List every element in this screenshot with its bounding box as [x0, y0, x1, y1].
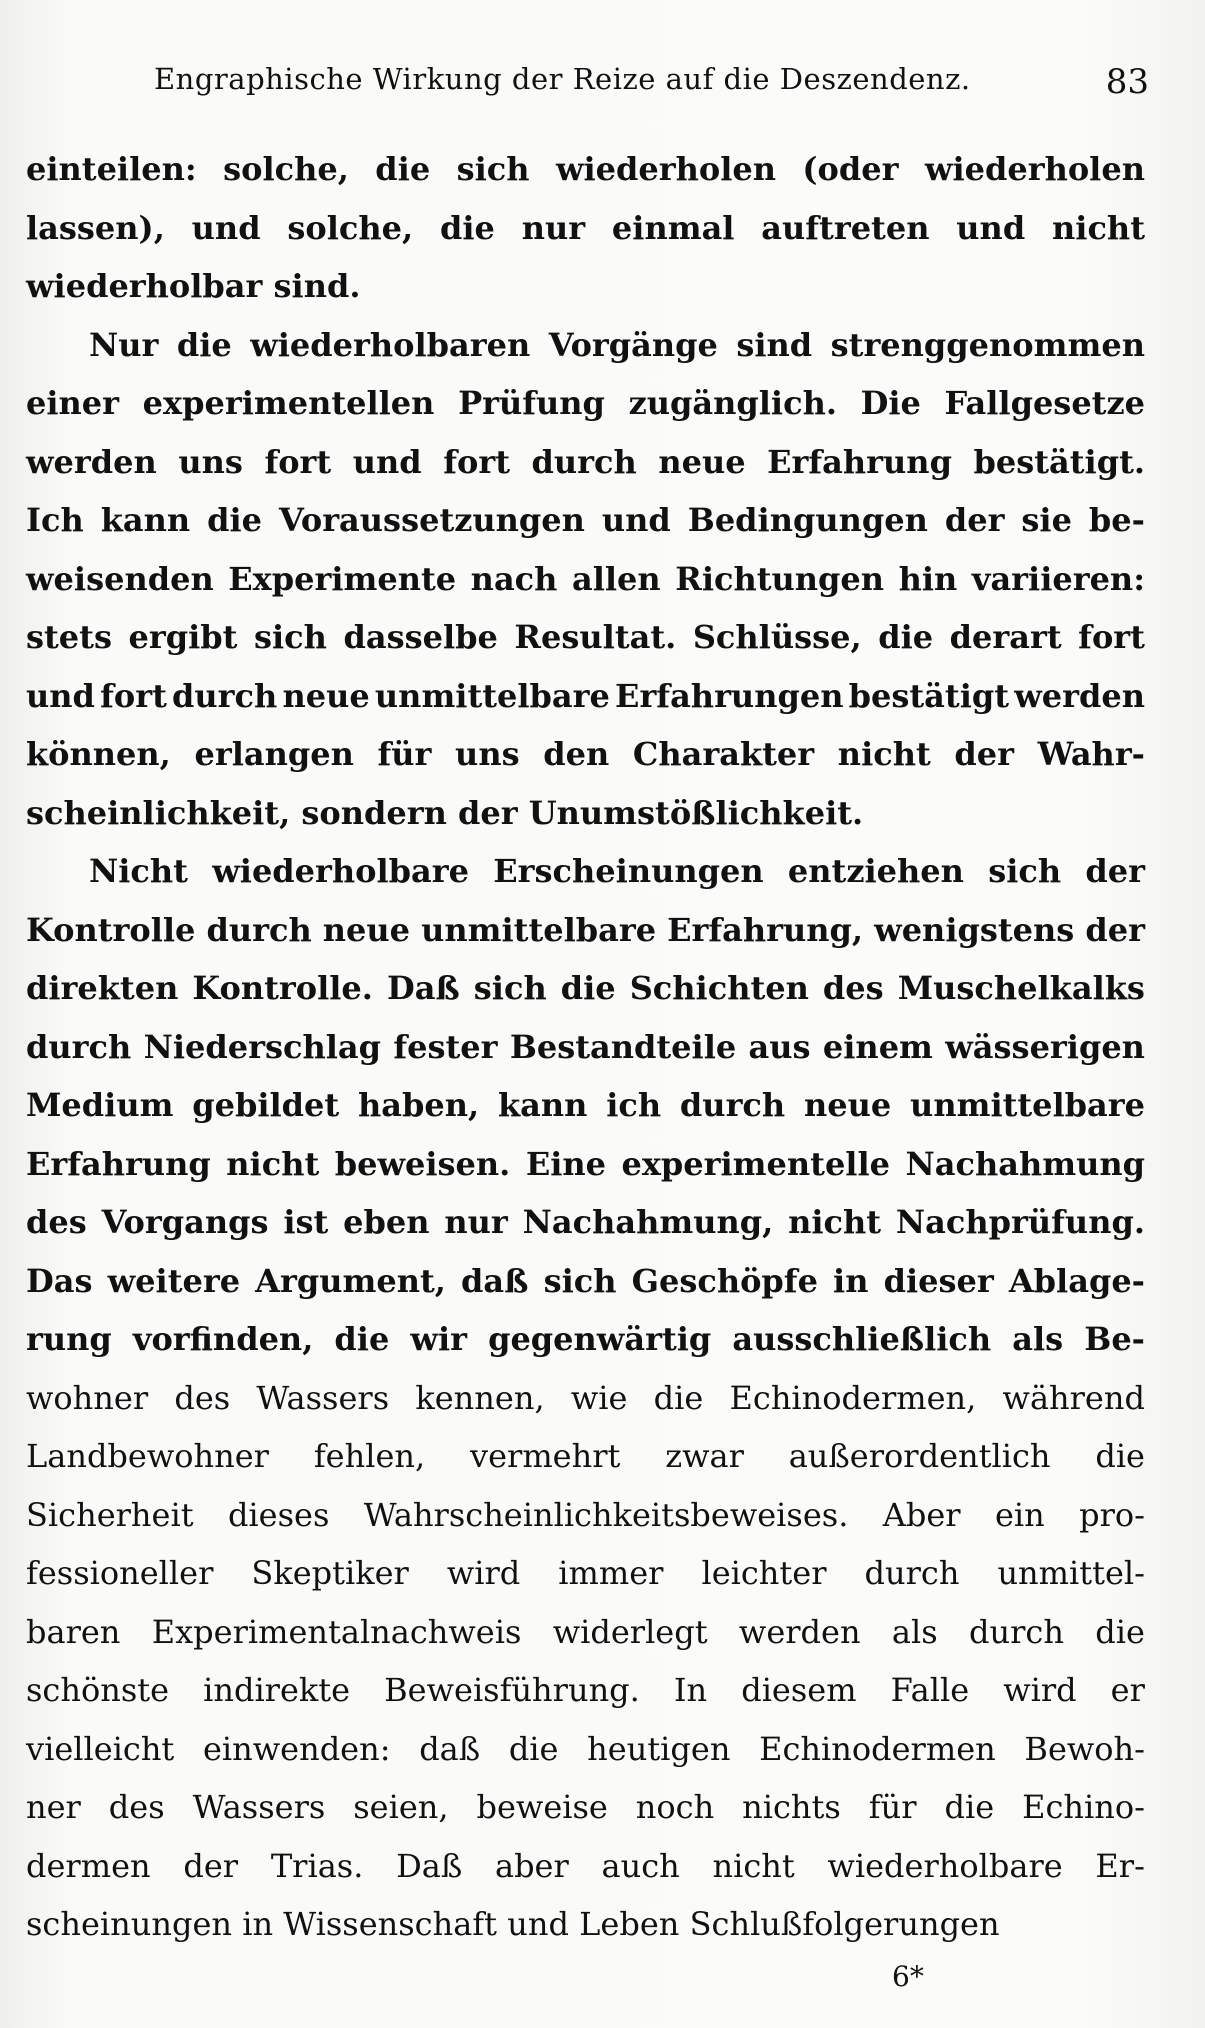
text-line [26, 842, 1145, 901]
word: sich [456, 150, 530, 188]
word: Argument, [255, 1261, 446, 1300]
word: fort [100, 676, 167, 715]
word: einmal [611, 208, 735, 247]
word: dieser [883, 1261, 994, 1300]
word: Falle [890, 1671, 970, 1709]
word: die [375, 150, 431, 188]
word: werden [1014, 676, 1145, 715]
text-line [26, 667, 1145, 726]
word: der [1085, 852, 1145, 890]
text-line [26, 1837, 1145, 1896]
word: fort [443, 442, 510, 481]
word: pro- [1079, 1495, 1145, 1534]
word: (oder [802, 150, 899, 188]
word: solche, [223, 150, 349, 188]
word: Echino- [1022, 1788, 1145, 1826]
word: in [833, 1261, 869, 1300]
word: neue [803, 1086, 892, 1124]
word: Niederschlag [143, 1027, 381, 1066]
word: Prüfung [458, 384, 605, 422]
word: ist [283, 1203, 329, 1241]
word: und [507, 1905, 569, 1943]
word: bestätigt [848, 676, 1009, 715]
word: nicht [1052, 208, 1145, 247]
word: experimentelle [621, 1144, 890, 1183]
word: können, [26, 735, 171, 773]
word: dasselbe [343, 618, 498, 656]
word: vermehrt [470, 1437, 621, 1475]
text-line [26, 1720, 1145, 1779]
word: Das [26, 1261, 93, 1300]
word: nur [444, 1203, 508, 1241]
text-line [26, 1427, 1145, 1486]
word: Resultat. [514, 618, 677, 656]
word: Ich [26, 501, 84, 539]
word: variieren: [971, 559, 1145, 598]
text-line [26, 725, 1145, 784]
text-line [26, 140, 1145, 199]
word: widerlegt [552, 1612, 708, 1651]
word: auch [601, 1846, 680, 1885]
word: einem [822, 1027, 933, 1066]
word: be- [1088, 501, 1145, 539]
word: Nachprüfung. [895, 1203, 1145, 1241]
word: er [1110, 1671, 1145, 1709]
word: schönste [26, 1671, 170, 1709]
word: nichts [742, 1788, 841, 1826]
word: die [653, 1378, 704, 1417]
word: die [508, 1729, 559, 1768]
word: und [191, 208, 261, 247]
text-line [26, 491, 1145, 550]
text-line [26, 316, 1145, 375]
word: Schlüsse, [692, 618, 862, 656]
word: als [1012, 1320, 1064, 1358]
word: eben [343, 1203, 430, 1241]
word: des [822, 969, 884, 1007]
text-line [26, 1486, 1145, 1545]
word: der [183, 1846, 239, 1885]
text-line [26, 1076, 1145, 1135]
word: Nachahmung [905, 1144, 1145, 1183]
word: nicht [712, 1846, 795, 1885]
word: allen [571, 559, 661, 598]
word: rung [26, 1320, 112, 1358]
word: die [560, 969, 616, 1007]
word: werden [738, 1612, 861, 1651]
word: fort [264, 442, 332, 481]
word: auftreten [761, 208, 930, 247]
word: Schichten [629, 969, 809, 1007]
word: Landbewohner [26, 1437, 269, 1475]
word: In [673, 1671, 708, 1709]
word: Experimente [228, 559, 457, 598]
word: Leben [579, 1905, 680, 1943]
text-line [26, 1778, 1145, 1837]
word: und [352, 442, 422, 481]
word: lassen), [26, 208, 165, 247]
word: außerordentlich [788, 1437, 1051, 1475]
word: wiederholen [924, 150, 1145, 188]
sheet-signature: 6* [892, 1960, 924, 1993]
word: nicht [226, 1144, 320, 1183]
body-text [26, 140, 1145, 1954]
word: wiederholbare [212, 852, 469, 890]
word: Medium [26, 1086, 174, 1124]
text-line [26, 1603, 1145, 1662]
word: zugänglich. [628, 384, 837, 422]
word: Nachahmung, [522, 1203, 774, 1241]
word: Nur [89, 325, 159, 364]
word: Experimentalnachweis [151, 1612, 522, 1651]
word: wohner [26, 1378, 149, 1417]
word: hin [898, 559, 958, 598]
word: weitere [107, 1261, 241, 1300]
word: diesem [741, 1671, 857, 1709]
word: und [601, 501, 671, 539]
word: baren [26, 1612, 121, 1651]
word: Erfahrungen [615, 676, 844, 715]
text-line [26, 1193, 1145, 1252]
word: bestätigt. [973, 442, 1145, 481]
word: ausschließlich [732, 1320, 992, 1358]
word: Wahrscheinlichkeitsbeweises. [363, 1495, 849, 1534]
word: kann [497, 1086, 588, 1124]
word: Kontrolle. [192, 969, 373, 1007]
word: solche, [287, 208, 414, 247]
word: Eine [525, 1144, 606, 1183]
word: ergibt [128, 618, 238, 656]
word: dermen [26, 1846, 151, 1885]
word: die [176, 325, 232, 364]
word: sich [253, 618, 327, 656]
word: die [1095, 1612, 1145, 1651]
word: Charakter [632, 735, 815, 773]
word: Vorgänge [548, 325, 718, 364]
word: einteilen: [26, 150, 197, 188]
word: scheinungen [26, 1905, 232, 1943]
word: sie [1021, 501, 1072, 539]
word: wiederholbaren [250, 325, 531, 364]
word: Daß [396, 1846, 463, 1885]
word: Wahr- [1037, 735, 1145, 773]
word: Die [860, 384, 921, 422]
word: haben, [358, 1086, 480, 1124]
word: des [108, 1788, 165, 1826]
word: noch [635, 1788, 715, 1826]
word: Trias. [270, 1846, 364, 1885]
word: wässerigen [945, 1027, 1145, 1066]
word: der [944, 501, 1005, 539]
word: erlangen [194, 735, 354, 773]
word: nach [470, 559, 558, 598]
word: die [334, 1320, 390, 1358]
word: und [26, 676, 95, 715]
text-line [26, 1661, 1145, 1720]
word: fester [393, 1027, 498, 1066]
word: uns [455, 735, 520, 773]
word: für [377, 735, 432, 773]
word: experimentellen [142, 384, 435, 422]
word: die [207, 501, 262, 539]
word: in [242, 1905, 274, 1943]
word: Bedingungen [687, 501, 928, 539]
word: sich [473, 969, 547, 1007]
word: wiederholen [555, 150, 776, 188]
word: Nicht [89, 852, 188, 890]
word: wenigstens [874, 910, 1075, 949]
word: immer [558, 1554, 664, 1592]
word: strenggenommen [830, 325, 1145, 364]
text-line [26, 550, 1145, 609]
word: sich [988, 852, 1062, 890]
word: Erscheinungen [493, 852, 764, 890]
word: seien, [353, 1788, 449, 1826]
word: Echinodermen, [729, 1378, 977, 1417]
text-line [26, 433, 1145, 492]
word: derart [949, 618, 1062, 656]
word: wird [446, 1554, 521, 1592]
text-line [26, 257, 1145, 316]
word: gegenwärtig [488, 1320, 712, 1358]
word: Skeptiker [251, 1554, 409, 1592]
word: wie [570, 1378, 628, 1417]
word: daß [419, 1729, 481, 1768]
word: Be- [1084, 1320, 1145, 1358]
word: stets [26, 618, 112, 656]
text-line [26, 1018, 1145, 1077]
word: Wissenschaft [283, 1905, 497, 1943]
word: Sicherheit [26, 1495, 194, 1534]
word: wird [1003, 1671, 1077, 1709]
word: zwar [665, 1437, 744, 1475]
word: leichter [701, 1554, 827, 1592]
word: die [944, 1788, 995, 1826]
text-line [26, 1310, 1145, 1369]
word: nicht [788, 1203, 882, 1241]
word: einer [26, 384, 119, 422]
text-line [26, 1544, 1145, 1603]
word: Erfahrung, [667, 910, 864, 949]
word: indirekte [203, 1671, 351, 1709]
text-line [26, 199, 1145, 258]
running-head [154, 62, 1149, 110]
word: der [1085, 910, 1145, 949]
running-title: Engraphische Wirkung der Reize auf die Deszendenz. [154, 62, 971, 96]
word: fort [1078, 618, 1145, 656]
word: unmittelbare [374, 676, 610, 715]
word: Er- [1095, 1846, 1145, 1885]
word: sind [736, 325, 813, 364]
text-line [26, 959, 1145, 1018]
word: die [439, 208, 495, 247]
word: durch [531, 442, 637, 481]
word: Vorgangs [101, 1203, 269, 1241]
word: Bewoh- [1024, 1729, 1145, 1768]
word: neue [658, 442, 746, 481]
word: und [956, 208, 1026, 247]
word: fessioneller [26, 1554, 214, 1592]
word: aber [494, 1846, 569, 1885]
word: Voraussetzungen [278, 501, 585, 539]
word: Richtungen [675, 559, 885, 598]
word: ich [606, 1086, 662, 1124]
word: ein [994, 1495, 1045, 1534]
word: vorfinden, [132, 1320, 314, 1358]
word: durch [864, 1554, 960, 1592]
word: Erfahrung [26, 1144, 211, 1183]
word: nur [521, 208, 586, 247]
text-line [26, 1895, 1145, 1954]
word: neue [282, 676, 370, 715]
word: Echinodermen [759, 1729, 996, 1768]
word: ner [26, 1788, 81, 1826]
word: durch [172, 676, 278, 715]
word: des [26, 1203, 87, 1241]
word: Muschelkalks [897, 969, 1145, 1007]
word: als [891, 1612, 938, 1651]
word: einwenden: [202, 1729, 391, 1768]
word: Bestandteile [509, 1027, 737, 1066]
word: daß [461, 1261, 529, 1300]
word: wir [410, 1320, 467, 1358]
word: fehlen, [313, 1437, 426, 1475]
word: Aber [882, 1495, 961, 1534]
word: wiederholbar sind. [26, 267, 361, 305]
word: direkten [26, 969, 179, 1007]
page-number: 83 [1105, 62, 1149, 102]
word: sich [543, 1261, 617, 1300]
word: aus [748, 1027, 811, 1066]
word: Ablage- [1008, 1261, 1145, 1300]
word: durch [679, 1086, 786, 1124]
word: Erfahrung [767, 442, 952, 481]
text-line [26, 784, 1145, 843]
word: Wassers [256, 1378, 390, 1417]
word: den [543, 735, 610, 773]
word: werden [26, 442, 157, 481]
word: durch [969, 1612, 1064, 1651]
word: gebildet [192, 1086, 340, 1124]
word: beweisen. [334, 1144, 511, 1183]
word: Fallgesetze [944, 384, 1145, 422]
word: des [174, 1378, 231, 1417]
text-line [26, 1135, 1145, 1194]
word: uns [178, 442, 243, 481]
word: während [1002, 1378, 1145, 1417]
word: scheinlichkeit, sondern der Unumstößlichkeit. [26, 793, 864, 832]
word: die [1095, 1437, 1145, 1475]
word: Schlußfolgerungen [689, 1905, 1000, 1943]
word: dieses [227, 1495, 330, 1534]
word: Daß [386, 969, 460, 1007]
word: durch [206, 910, 312, 949]
word: für [868, 1788, 917, 1826]
word: unmittelbare [910, 1086, 1145, 1124]
word: die [878, 618, 934, 656]
word: durch [26, 1027, 132, 1066]
text-line [26, 1369, 1145, 1428]
text-line [26, 1252, 1145, 1311]
word: Beweisführung. [384, 1671, 640, 1709]
word: neue [322, 910, 411, 949]
word: entziehen [787, 852, 964, 890]
word: Kontrolle [26, 910, 196, 949]
word: kann [100, 501, 191, 539]
word: vielleicht [26, 1729, 175, 1768]
word: der [954, 735, 1014, 773]
word: heutigen [587, 1729, 731, 1768]
word: nicht [837, 735, 931, 773]
word: weisenden [26, 559, 214, 598]
text-line [26, 608, 1145, 667]
word: Wassers [192, 1788, 326, 1826]
word: wiederholbare [827, 1846, 1063, 1885]
word: kennen, [415, 1378, 545, 1417]
text-line [26, 901, 1145, 960]
text-line [26, 374, 1145, 433]
word: unmittelbare [421, 910, 657, 949]
word: beweise [476, 1788, 608, 1826]
word: Geschöpfe [631, 1261, 818, 1300]
word: unmittel- [997, 1554, 1145, 1592]
